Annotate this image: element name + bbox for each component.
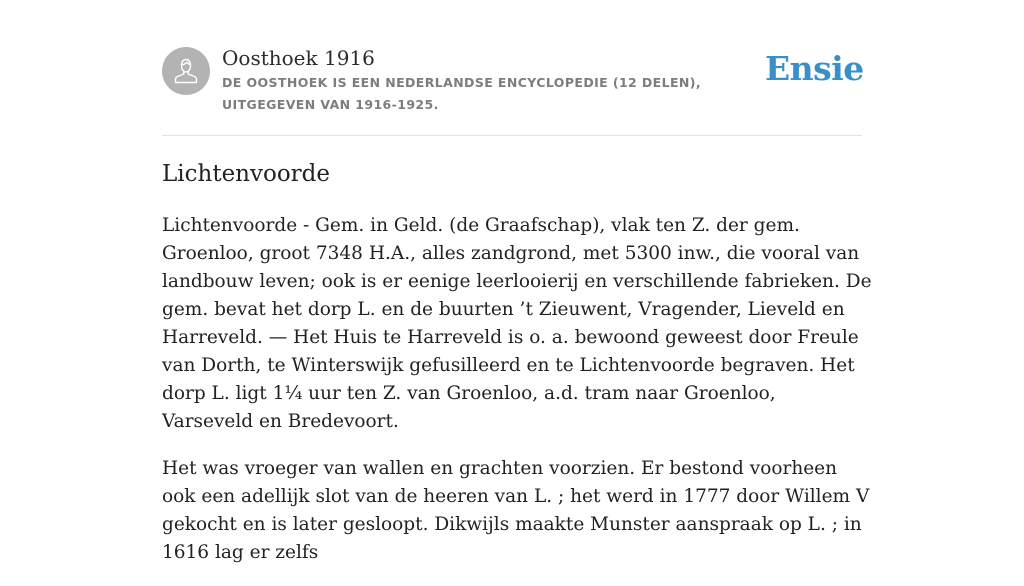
article-paragraph: Lichtenvoorde - Gem. in Geld. (de Graafschap), vlak ten Z. der gem. Groenloo, groot 7348 H.A., alles zandgrond, met 5300 inw., die vooral van landbouw leven; ook is er eenige leerlooierij en verschillende fabrieken. De gem. bevat het dorp L. en de buurten ’t Zieuwent, Vragender, Lieveld en Harreveld. — Het Huis te Harreveld is o. a. bewoond geweest door Freule van Dorth, te Winterswijk gefusilleerd en te Lichtenvoorde begraven. Het dorp L. ligt 1¼ uur ten Z. van Groenloo, a.d. tram naar Groenloo, Varseveld en Bredevoort. [162, 215, 872, 432]
source-description: DE OOSTHOEK IS EEN NEDERLANDSE ENCYCLOPEDIE (12 DELEN), UITGEGEVEN VAN 1916-1925. [222, 75, 702, 112]
article-body [162, 212, 872, 586]
article-paragraph: Het was vroeger van wallen en grachten voorzien. Er bestond voorheen ook een adellijk slot van de heeren van L. ; het werd in 1777 door Willem V gekocht en is later gesloopt. Dikwijls maakte Munster aanspraak op L. ; in 1616 lag er zelfs [162, 458, 870, 563]
avatar[interactable] [162, 47, 210, 95]
article-title: Lichtenvoorde [162, 161, 331, 187]
user-silhouette-icon [173, 57, 199, 85]
ensie-logo[interactable]: Ensie [765, 49, 864, 88]
header-divider [162, 135, 862, 136]
source-title[interactable]: Oosthoek 1916 [222, 46, 375, 70]
source-header [162, 46, 862, 116]
